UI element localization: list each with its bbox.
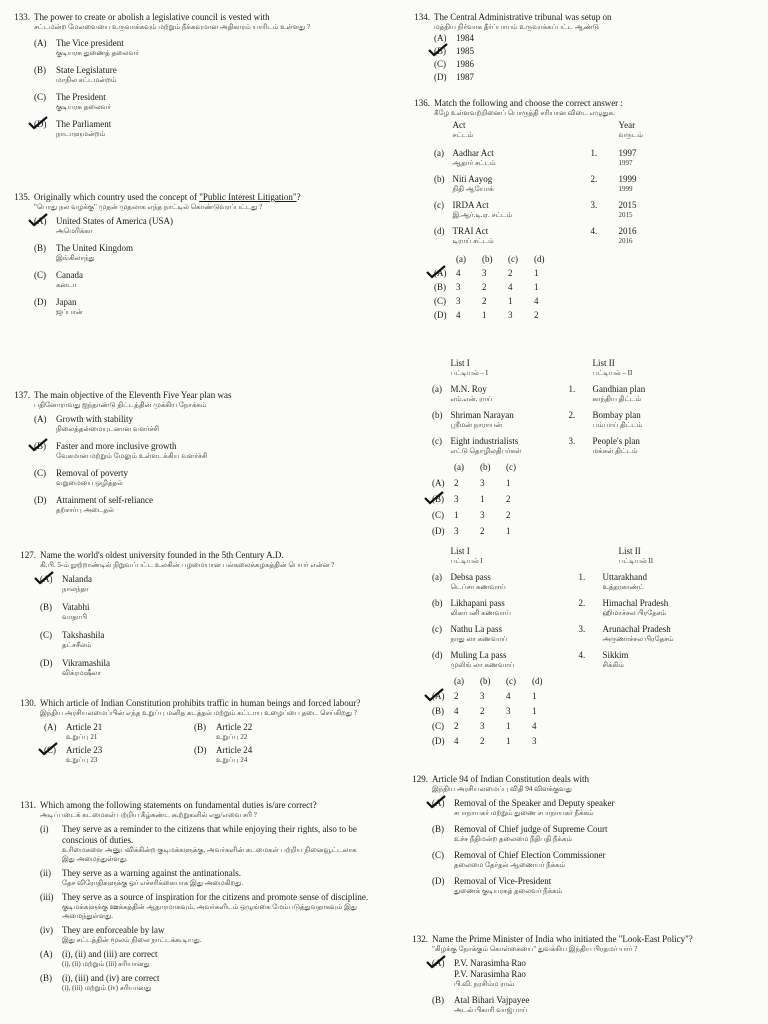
option-b[interactable]: (B) State Legislature மாநில சட்டமன்றம்	[34, 65, 117, 84]
option-a[interactable]: (A)	[432, 691, 454, 702]
option-c[interactable]: (C)	[432, 721, 444, 731]
check-mark-icon	[38, 742, 58, 756]
question-134: 134. The Central Administrative tribunal was setup on மத்திய நிர்வாக தீர்ப்பாயம் உருவாக்கப்பட்ட ஆண்டு (A) 1984 (B) 1985 (C) 1986 (D) 1987	[408, 12, 758, 83]
question-131: 131. Which among the following statements on fundamental duties is/are correct? அடிப்படைக் கடமைகள் பற்றிய கீழ்கண்ட கூற்றுகளில் எது/எவை சரி ? (i) They serve as a reminder to the citizens that while enjoying their rights, also to be conscious of duties. உரிமைகளை அனுபவிக்கின்ற குடிமக்களுக்கு, அவர்களின் கடமைகள் பற்றிய நினைவூட்டலாக இது அமைந்துள்ளது. (ii) They serve as a warning against the antinationals. தேச விரோதிகளுக்கு ஓர் எச்சரிக்கையாக இது அமைகிறது. (iii) They serve as a source of inspiration for the citizens and promote sense of discipline. குடிமக்களுக்கு ஊக்கத்தின் ஆதாரமாகவும், அவர்களிடம் ஒழுங்கை மேம்படுத்துவதாகவும் இது அமைந்துள்ளது. (iv) They are enforceable by law இது சட்டத்தின் மூலம் நிலை நாட்டக்கூடியது. (A) (i), (ii) and (iii) are correct (i), (ii) மற்றும் (iii) சரியானது (B) (i), (iii) and (iv) are correct (i), (iii) மற்றும் (iv) சரியானது	[20, 800, 369, 992]
check-mark-icon	[28, 116, 48, 130]
option-b[interactable]: (B)	[434, 282, 446, 292]
option-d[interactable]: (D)	[432, 526, 445, 536]
option-b[interactable]: (B) (i), (iii) and (iv) are correct (i), (iii) மற்றும் (iv) சரியானது	[40, 973, 160, 992]
option-a[interactable]: (A) The Vice president குடியரசு துணைத் தலைவர்	[34, 38, 139, 57]
option-b[interactable]: (B) Atal Bihari Vajpayee அடல் பிகாரி வாஜ்பாய்	[432, 995, 530, 1014]
option-b[interactable]: (B) Faster and more inclusive growth வேகமான மற்றும் மேலும் உள்ளடக்கிய வளர்ச்சி	[34, 441, 368, 461]
option-d[interactable]: (D) Vikramashila விக்ரமஷீலா	[40, 658, 110, 677]
statement-iv: (iv) They are enforceable by law இது சட்டத்தின் மூலம் நிலை நாட்டக்கூடியது.	[40, 925, 202, 944]
option-b[interactable]: (B) Vatabhi வாதாபி	[40, 602, 90, 621]
option-c[interactable]: (C) The President குடியரசு தலைவர்	[34, 92, 112, 111]
option-c[interactable]: (C) Removal of Chief Election Commissioner தலைமை தேர்தல் ஆணையர் நீக்கம்	[432, 850, 606, 869]
option-d[interactable]: (D) Attainment of self-reliance தற்சார்பு அடைதல்	[34, 495, 153, 514]
option-c[interactable]: (C) Removal of poverty வறுமையை ஒழித்தல்	[34, 468, 128, 487]
question-135: 135. Originally which country used the concept of "Public Interest Litigation"? "பொது நல வழக்கு" முதன் முதலாக எந்த நாட்டில் கொண்டுவரப்பட்டது ? (A) United States of America (USA) அமெரிக்கா (B) The United Kingdom இங்கிலாந்து (C) Canada கனடா (D) Japan ஜப்பான்	[8, 192, 368, 317]
question-text: Originally which country used the concept of "Public Interest Litigation"?	[34, 192, 301, 202]
option-a[interactable]: (A) United States of America (USA) அமெரிக்கா	[34, 216, 368, 236]
option-b[interactable]: (B) Article 22 உறுப்பு 22	[194, 722, 253, 741]
match-table: List I பட்டியல் I List II பட்டியல் II (a) Debsa pass டெப்சா கணவாய் 1. Uttarakhand உத்தரகாண்ட் (b) Likhapani pass லிகாபனி கணவாய் 2. Himachal Pradesh ஹிமாச்சல பிரதேசம் (c) Nathu La pass நாது லா கணவாய் 3. Arunachal Pradesh அருணாச்சல பிரதேசம் (d) Muling La pass முலிங் லா கணவாய் 4. Sikkim சிக்கிம்	[432, 546, 674, 669]
check-mark-icon	[28, 438, 48, 452]
question-match-passes	[428, 546, 758, 747]
question-136: 136. Match the following and choose the correct answer : கீழே உள்ளவற்றினைப் பொருத்தி சரியான விடை எழுதுக. Act சட்டம் Year வருடம் (a) Aadhar Act ஆதார் சட்டம் 1. 1997 1997 (b) Niti Aayog நிதி ஆயோக் 2. 1999 1999 (c) IRDA Act இ.ஆர்.டி.ஏ. சட்டம் 3. 2015 2015 (d) TRAI Act டிராய் சட்டம் 4. 2016 2016 (a) (b) (c) (d) (A) 4 3 2 1 (B) 3 2 4 1 (C) 3 2 1 4 (D) 4 1 3 2	[408, 98, 758, 321]
question-number: 133.	[14, 12, 30, 22]
check-mark-icon	[424, 688, 444, 702]
question-129: 129. Article 94 of Indian Constitution deals with இந்திய அரசியலமைப்பு விதி 94 விளக்குவது (A) Removal of the Speaker and Deputy speaker சபாநாயகர் மற்றும் துணை சபாநாயகர் நீக்கம் (B) Removal of Chief judge of Supreme Court உச்ச நீதிமன்ற தலைமை நீதிபதி நீக்கம் (C) Removal of Chief Election Commissioner தலைமை தேர்தல் ஆணையர் நீக்கம் (D) Removal of Vice-President துணைக் குடியரசுத் தலைவர் நீக்கம்	[406, 774, 758, 896]
match-table: Act சட்டம் Year வருடம் (a) Aadhar Act ஆதார் சட்டம் 1. 1997 1997 (b) Niti Aayog நிதி ஆயோக் 2. 1999 1999 (c) IRDA Act இ.ஆர்.டி.ஏ. சட்டம் 3. 2015 2015 (d) TRAI Act டிராய் சட்டம் 4. 2016 2016	[434, 120, 643, 245]
question-133	[8, 12, 368, 139]
option-c[interactable]: (C) Takshashila தட்சசீலம்	[40, 630, 105, 649]
question-130: 130. Which article of Indian Constitution prohibits traffic in human beings and forced labour? இந்திய அரசியலமைப்பின் எந்த உறுப்பு மனித கடத்தல் மற்றும் கட்டாய உழைப்பை தடை செய்கிறது ? (A) Article 21 உறுப்பு 21 (B) Article 22 உறுப்பு 22 (C) Article 23 உறுப்பு 23 (D) Article 24 உறுப்பு 24	[20, 698, 361, 764]
option-d[interactable]: (D) 1987	[434, 72, 474, 82]
option-b[interactable]: (B)	[432, 494, 454, 505]
answer-grid: (a) (b) (c) (d) (A) 2 3 4 1 (B) 4 2 3 1 (C) 2 3 1 4 (D) 4 2 1 3	[432, 676, 758, 747]
check-mark-icon	[426, 265, 446, 279]
option-a[interactable]: (A) P.V. Narasimha Rao P.V. Narasimha Rao பி.வி. நரசிம்ம ராவ்	[432, 958, 766, 989]
option-a[interactable]: (A) Removal of the Speaker and Deputy speaker சபாநாயகர் மற்றும் துணை சபாநாயகர் நீக்கம்	[432, 798, 758, 818]
option-a[interactable]: (A)	[434, 268, 456, 279]
check-mark-icon	[28, 213, 48, 227]
option-b[interactable]: (B) Removal of Chief judge of Supreme Court உச்ச நீதிமன்ற தலைமை நீதிபதி நீக்கம்	[432, 824, 608, 843]
option-d[interactable]: (D)	[434, 310, 447, 320]
option-b[interactable]: (B)	[432, 706, 444, 716]
option-a[interactable]: (A) 1984	[434, 33, 474, 43]
check-mark-icon	[428, 43, 448, 57]
question-132: 132. Name the Prime Minister of India who initiated the "Look-East Policy"? "கிழக்கு நோக்கும் கொள்கையை" துவக்கிய இந்திய பிரதமர் யார் ? (A) P.V. Narasimha Rao P.V. Narasimha Rao பி.வி. நரசிம்ம ராவ் (B) Atal Bihari Vajpayee அடல் பிகாரி வாஜ்பாய்	[406, 934, 766, 1015]
option-a[interactable]: (A) Article 21 உறுப்பு 21	[44, 722, 103, 741]
check-mark-icon	[424, 491, 444, 505]
question-127: 127. Name the world's oldest university founded in the 5th Century A.D. கி.பி. 5-ம் நூற்றாண்டில் நிறுவப்பட்ட உலகின் பழமையான பல்கலைக்கழகத்தின் பெயர் என்ன ? (A) Nalanda நாலந்தா (B) Vatabhi வாதாபி (C) Takshashila தட்சசீலம் (D) Vikramashila விக்ரமஷீலா	[14, 550, 370, 678]
option-d[interactable]: (D) Japan ஜப்பான்	[34, 297, 83, 316]
question-text-tamil: சட்டமன்ற மேலவையை உருவாக்கவும் மற்றும் நீக்கவுமான அதிகாரம் யாரிடம் உள்ளது ?	[34, 23, 311, 31]
option-d[interactable]: (D) Removal of Vice-President துணைக் குடியரசுத் தலைவர் நீக்கம்	[432, 876, 563, 895]
option-c[interactable]: (C) Canada கனடா	[34, 270, 83, 289]
option-d[interactable]: (D) The Parliament நாடாளுமன்றம்	[34, 119, 368, 139]
option-d[interactable]: (D) Article 24 உறுப்பு 24	[194, 745, 253, 764]
statement-iii: (iii) They serve as a source of inspiration for the citizens and promote sense of discipline. குடிமக்களுக்கு ஊக்கத்தின் ஆதாரமாகவும், அவர்களிடம் ஒழுங்கை மேம்படுத்துவதாகவும் இது அமைந்துள்ளது.	[40, 892, 369, 920]
check-mark-icon	[426, 955, 446, 969]
check-mark-icon	[426, 795, 446, 809]
statement-ii: (ii) They serve as a warning against the antinationals. தேச விரோதிகளுக்கு ஓர் எச்சரிக்கையாக இது அமைகிறது.	[40, 868, 243, 887]
option-c[interactable]: (C)	[432, 510, 444, 520]
option-c[interactable]: (C)	[434, 296, 446, 306]
question-text: The power to create or abolish a legislative council is vested with	[34, 12, 270, 22]
question-match-plans	[428, 358, 758, 537]
option-a[interactable]: (A) Growth with stability நிலைத்தன்மையுடனான வளர்ச்சி	[34, 414, 159, 433]
option-a[interactable]: (A) (i), (ii) and (iii) are correct (i), (ii) மற்றும் (iii) சரியானது	[40, 949, 158, 968]
option-b[interactable]: (B) 1985	[434, 46, 758, 57]
option-b[interactable]: (B) The United Kingdom இங்கிலாந்து	[34, 243, 133, 262]
option-c[interactable]: (C) 1986	[434, 59, 474, 69]
question-137: 137. The main objective of the Eleventh Five Year plan was பதினோராவது ஐந்தாண்டு திட்டத்தின் முக்கிய நோக்கம் (A) Growth with stability நிலைத்தன்மையுடனான வளர்ச்சி (B) Faster and more inclusive growth வேகமான மற்றும் மேலும் உள்ளடக்கிய வளர்ச்சி (C) Removal of poverty வறுமையை ஒழித்தல் (D) Attainment of self-reliance தற்சார்பு அடைதல்	[8, 390, 368, 515]
check-mark-icon	[34, 571, 54, 585]
answer-grid: (a) (b) (c) (A) 2 3 1 (B) 3 1 2 (C) 1 3 2 (D) 3 2 1	[432, 462, 758, 537]
option-a[interactable]: (A) Nalanda நாலந்தா	[40, 574, 370, 594]
answer-grid: (a) (b) (c) (d) (A) 4 3 2 1 (B) 3 2 4 1 (C) 3 2 1 4 (D) 4 1 3 2	[434, 254, 758, 321]
statement-i: (i) They serve as a reminder to the citizens that while enjoying their rights, also to be conscious of duties. உரிமைகளை அனுபவிக்கின்ற குடிமக்களுக்கு, அவர்களின் கடமைகள் பற்றிய நினைவூட்டலாக இது அமைந்துள்ளது.	[40, 824, 357, 863]
option-a[interactable]: (A)	[432, 478, 445, 488]
match-table: List I பட்டியல் – I List II பட்டியல் – II (a) M.N. Roy எம்.என். ராய் 1. Gandhian plan காந்திய திட்டம் (b) Shriman Narayan ஸ்ரீமன் நாராயன் 2. Bombay plan பம்பாய் திட்டம் (c) Eight industrialists எட்டு தொழிலதிபர்கள் 3. People's plan மக்கள் திட்டம்	[432, 358, 646, 455]
option-d[interactable]: (D)	[432, 736, 445, 746]
option-c[interactable]: (C) Article 23 உறுப்பு 23	[44, 745, 194, 765]
